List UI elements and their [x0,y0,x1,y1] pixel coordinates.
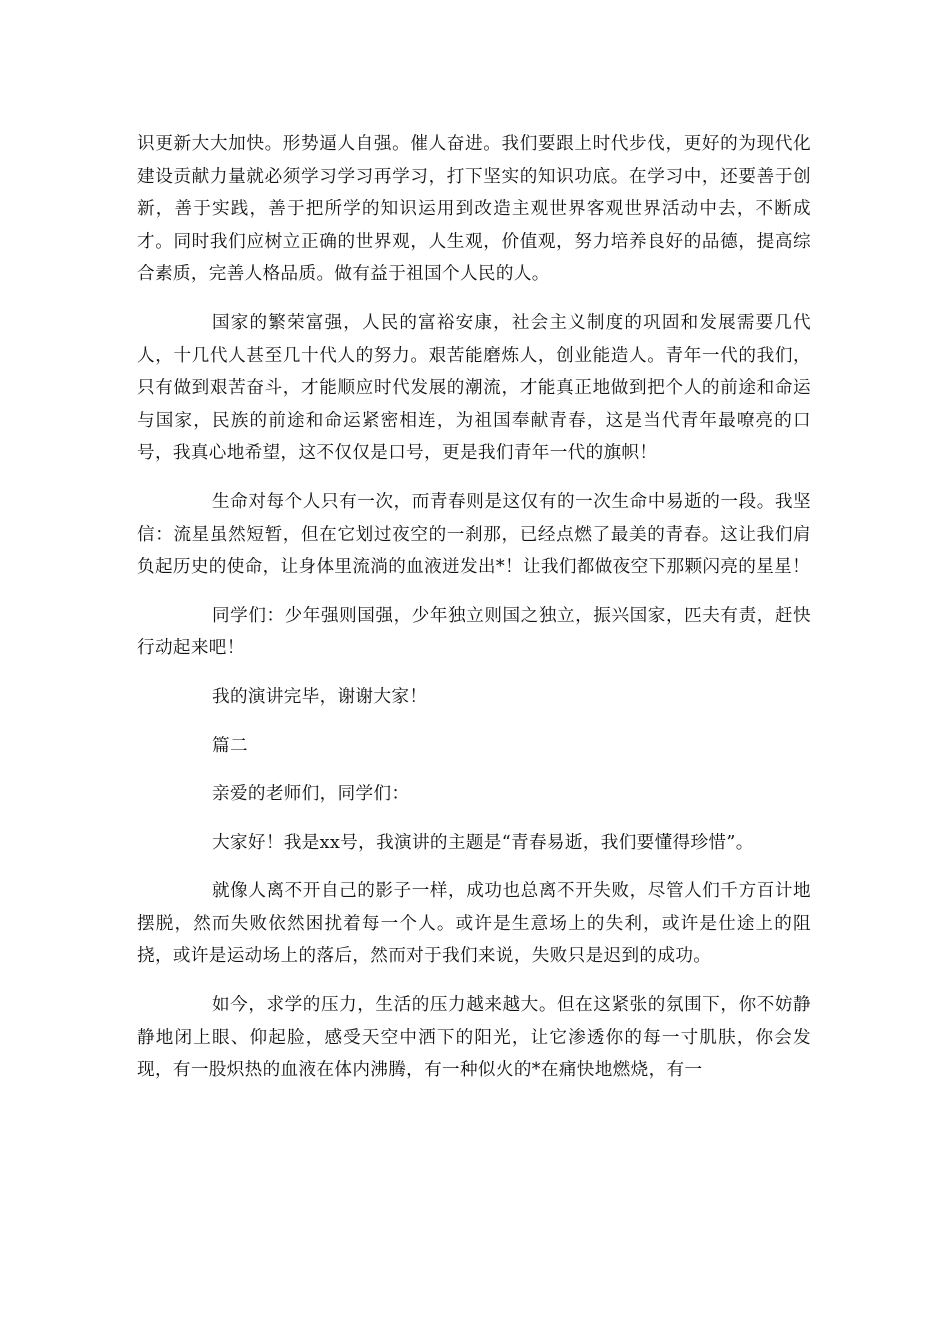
paragraph-call-to-action: 同学们：少年强则国强，少年独立则国之独立，振兴国家，匹夫有责，赶快行动起来吧！ [137,605,811,659]
paragraph-success-failure: 就像人离不开自己的影子一样，成功也总离不开失败，尽管人们千方百计地摆脱，然而失败依然困扰着每一个人。或许是生意场上的失利，或许是仕途上的阻挠，或许是运动场上的落后，然而对于我们来说，失败只是迟到的成功。 [137,881,811,967]
paragraph-national-prosperity: 国家的繁荣富强，人民的富裕安康，社会主义制度的巩固和发展需要几代人，十几代人甚至几十代人的努力。艰苦能磨炼人，创业能造人。青年一代的我们，只有做到艰苦奋斗，才能顺应时代发展的潮流，才能真正地做到把个人的前途和命运与国家，民族的前途和命运紧密相连，为祖国奉献青春，这是当代青年最嘹亮的口号，我真心地希望，这不仅仅是口号，更是我们青年一代的旗帜！ [137,312,811,464]
section-heading: 篇二 [212,735,248,756]
paragraph-life-and-youth: 生命对每个人只有一次，而青春则是这仅有的一次生命中易逝的一段。我坚信：流星虽然短暂，但在它划过夜空的一刹那，已经点燃了最美的青春。这让我们肩负起历史的使命，让身体里流淌的血液迸发出*！让我们都做夜空下那颗闪亮的星星！ [137,491,811,578]
paragraph-continuation: 识更新大大加快。形势逼人自强。催人奋进。我们要跟上时代步伐，更好的为现代化建设贡献力量就必须学习学习再学习，打下坚实的知识功底。在学习中，还要善于创新，善于实践，善于把所学的知识运用到改造主观世界客观世界活动中去，不断成才。同时我们应树立正确的世界观，人生观，价值观，努力培养良好的品德，提高综合素质，完善人格品质。做有益于祖国个人民的人。 [137,134,811,285]
paragraph-pressure: 如今，求学的压力，生活的压力越来越大。但在这紧张的氛围下，你不妨静静地闭上眼、仰起脸，感受天空中洒下的阳光，让它渗透你的每一寸肌肤，你会发现，有一股炽热的血液在体内沸腾，有一种似火的*在痛快地燃烧，有一 [137,995,811,1081]
paragraph-greeting: 大家好！我是xx号，我演讲的主题是“青春易逝，我们要懂得珍惜”。 [212,832,754,853]
paragraph-closing: 我的演讲完毕，谢谢大家！ [212,686,428,707]
document-page [137,128,811,1103]
paragraph-salutation: 亲爱的老师们，同学们： [212,784,410,805]
